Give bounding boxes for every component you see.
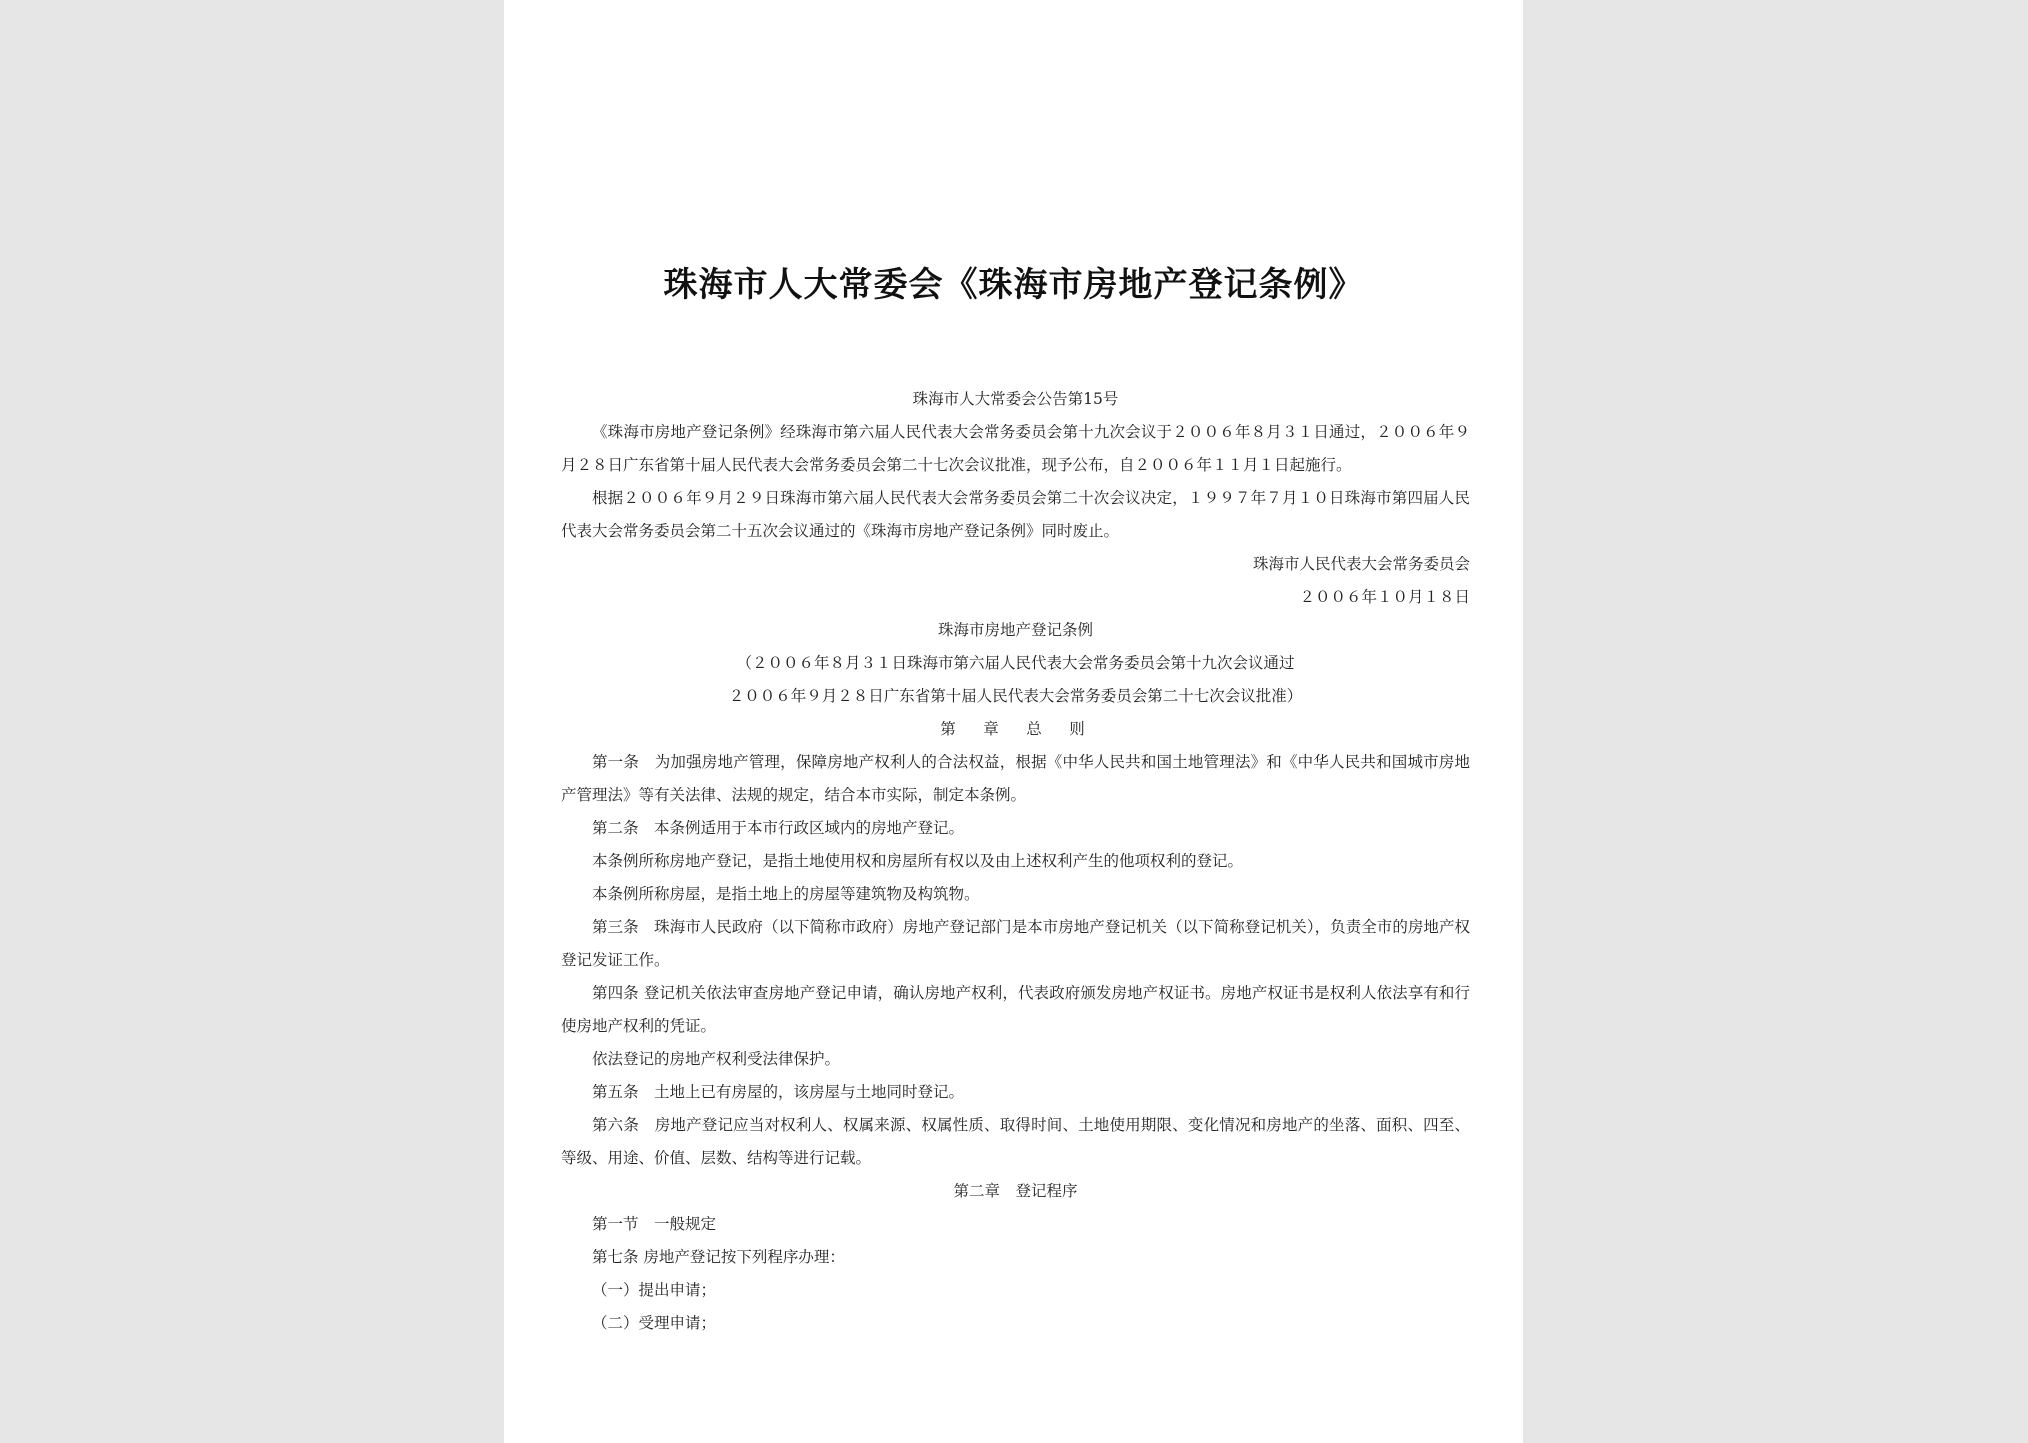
document-title: 珠海市人大常委会《珠海市房地产登记条例》 (663, 265, 1364, 305)
article-2-paragraph-2: 本条例所称房地产登记，是指土地使用权和房屋所有权以及由上述权利产生的他项权利的登记。 (592, 852, 1244, 870)
article-4: 第四条 登记机关依法审查房地产登记申请，确认房地产权利，代表政府颁发房地产权证书。房地产权证书是权利人依法享有和行使房地产权利的凭证。 (561, 984, 1470, 1035)
procedure-step-2: （二）受理申请； (592, 1314, 717, 1332)
announcement-paragraph-2: 根据２００６年９月２９日珠海市第六届人民代表大会常务委员会第二十次会议决定，１９９７年７月１０日珠海市第四届人民代表大会常务委员会第二十五次会议通过的《珠海市房地产登记条例》同时废止。 (561, 489, 1470, 540)
article-6: 第六条 房地产登记应当对权利人、权属来源、权属性质、取得时间、土地使用期限、变化情况和房地产的坐落、面积、四至、等级、用途、价值、层数、结构等进行记载。 (561, 1116, 1470, 1167)
document-page (504, 0, 1523, 1443)
article-2-paragraph-3: 本条例所称房屋，是指土地上的房屋等建筑物及构筑物。 (592, 885, 980, 903)
article-4-paragraph-2: 依法登记的房地产权利受法律保护。 (592, 1050, 841, 1068)
article-3: 第三条 珠海市人民政府（以下简称市政府）房地产登记部门是本市房地产登记机关（以下简称登记机关），负责全市的房地产权登记发证工作。 (561, 918, 1470, 969)
announcement-paragraph-1: 《珠海市房地产登记条例》经珠海市第六届人民代表大会常务委员会第十九次会议于２００６年８月３１日通过，２００６年９月２８日广东省第十届人民代表大会常务委员会第二十七次会议批准，现予公布，自２００６年１１月１日起施行。 (561, 423, 1470, 474)
section-1-heading: 第一节 一般规定 (592, 1215, 717, 1233)
issue-date: ２００６年１０月１８日 (1299, 588, 1470, 606)
announcement-number: 珠海市人大常委会公告第15号 (912, 390, 1119, 408)
regulation-note-2: ２００６年９月２８日广东省第十届人民代表大会常务委员会第二十七次会议批准） (728, 687, 1303, 705)
chapter-1-heading: 第 章 总 则 (940, 720, 1091, 738)
article-5: 第五条 土地上已有房屋的，该房屋与土地同时登记。 (592, 1083, 965, 1101)
article-2: 第二条 本条例适用于本市行政区域内的房地产登记。 (592, 819, 965, 837)
chapter-2-heading: 第二章 登记程序 (953, 1182, 1078, 1200)
issuer: 珠海市人民代表大会常务委员会 (1252, 555, 1470, 573)
regulation-note-1: （２００６年８月３１日珠海市第六届人民代表大会常务委员会第十九次会议通过 (736, 654, 1295, 672)
article-7: 第七条 房地产登记按下列程序办理： (592, 1248, 845, 1266)
regulation-title: 珠海市房地产登记条例 (937, 621, 1093, 639)
article-1: 第一条 为加强房地产管理，保障房地产权利人的合法权益，根据《中华人民共和国土地管理法》和《中华人民共和国城市房地产管理法》等有关法律、法规的规定，结合本市实际，制定本条例。 (561, 753, 1470, 804)
procedure-step-1: （一）提出申请； (592, 1281, 717, 1299)
document-body (561, 383, 1470, 1340)
